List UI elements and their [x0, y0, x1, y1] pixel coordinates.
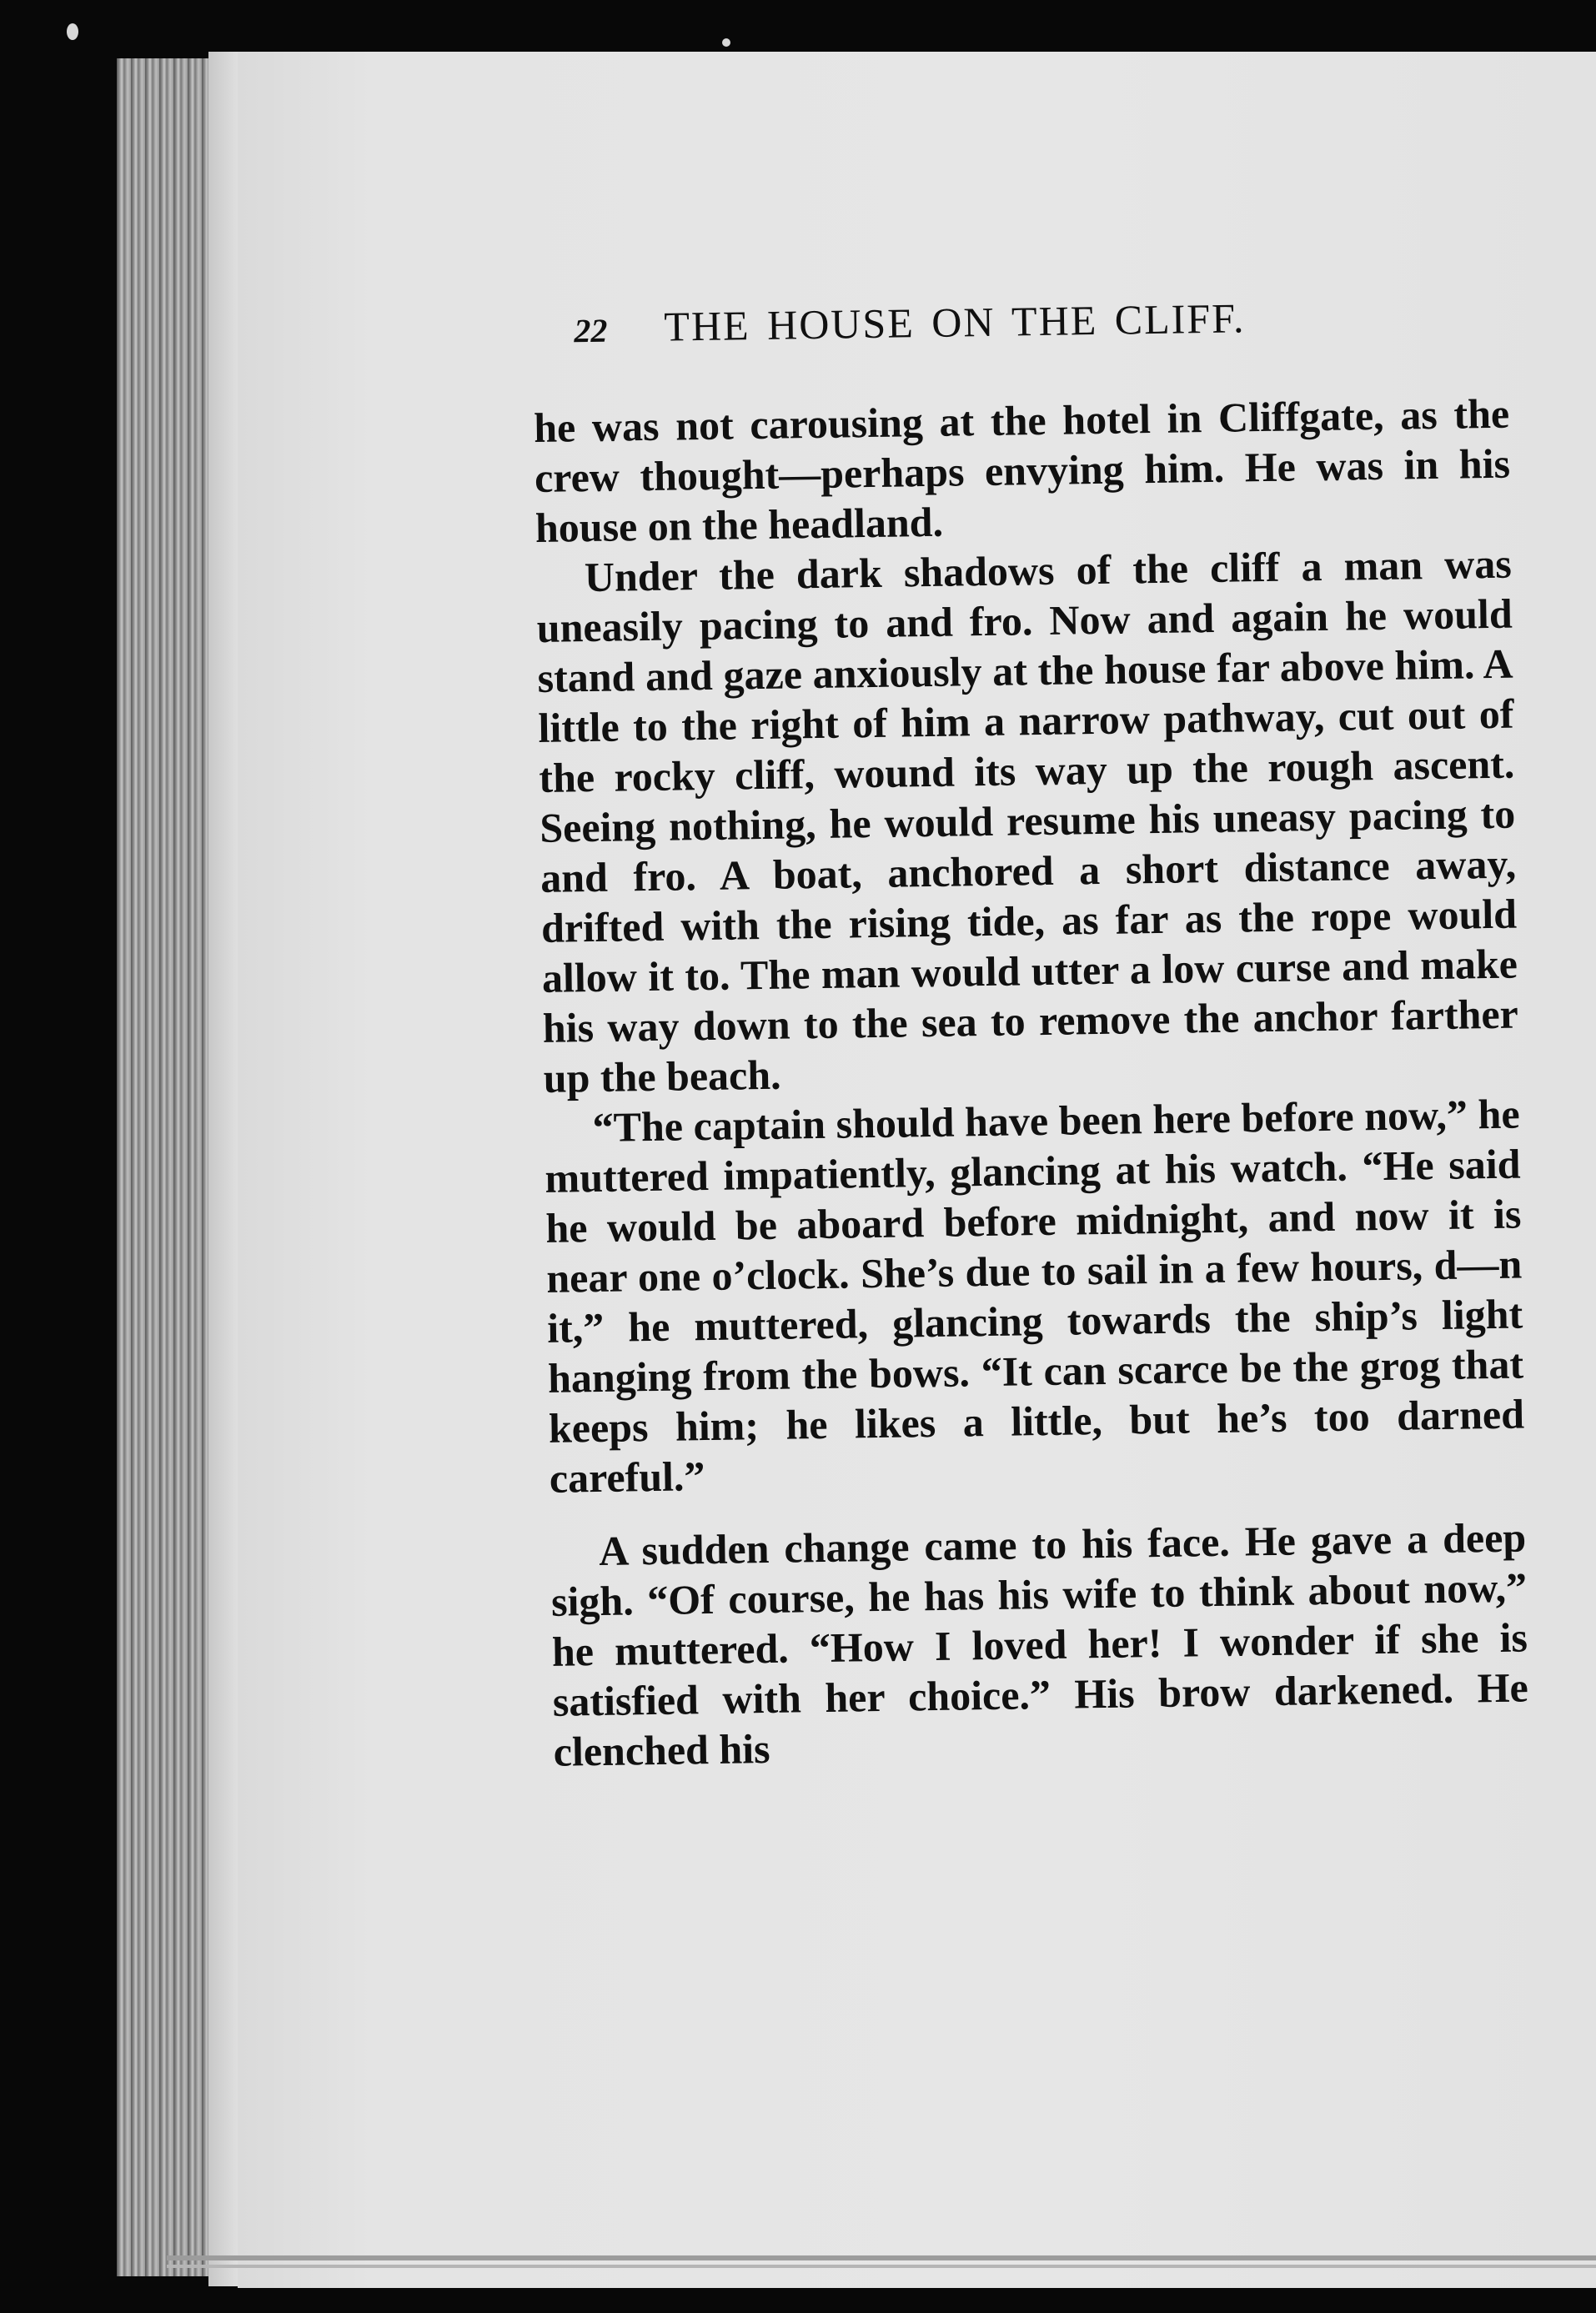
- paragraph: he was not carousing at the hotel in Cliffgate, as the crew thought—perhaps envying him. He was in his house on the headland.: [533, 389, 1511, 551]
- running-title: THE HOUSE ON THE CLIFF.: [663, 294, 1246, 350]
- page-bottom-edge-secondary: [167, 2265, 1596, 2268]
- body-text: [534, 389, 1529, 1777]
- page-bottom-edge: [167, 2255, 1596, 2260]
- dust-speck: [722, 38, 730, 47]
- dust-speck: [67, 23, 78, 40]
- paragraph: Under the dark shadows of the cliff a man was uneasily pacing to and fro. Now and again he would stand and gaze anxiously at the house far above him. A little to the right of him a narrow pathway, cut out of the rocky cliff, wound its way up the rough ascent. Seeing nothing, he would resume his uneasy pacing to and fro. A boat, anchored a short distance away, drifted with the rising tide, as far as the rope would allow it to. The man would utter a low curse and make his way down to the sea to remove the anchor farther up the beach.: [536, 539, 1519, 1101]
- page-stack-inner-edge: [208, 52, 242, 2286]
- page-text: [532, 290, 1529, 1777]
- paragraph: “The captain should have been here before now,” he muttered impatiently, glancing at his watch. “He said he would be aboard before midnight, and now it is near one o’clock. She’s due to sail in a few hours, d—n it,” he muttered, glancing towards the ship’s light hanging from the bows. “It can scarce be the grog that keeps him; he likes a little, but he’s too darned careful.”: [545, 1090, 1525, 1502]
- page-number: 22: [574, 311, 608, 350]
- running-head: [532, 290, 1508, 388]
- paragraph: A sudden change came to his face. He gave a deep sigh. “Of course, he has his wife to think about now,” he muttered. “How I loved her! I wonder if she is satisfied with her choice.” His brow darkened. He clenched his: [550, 1513, 1529, 1775]
